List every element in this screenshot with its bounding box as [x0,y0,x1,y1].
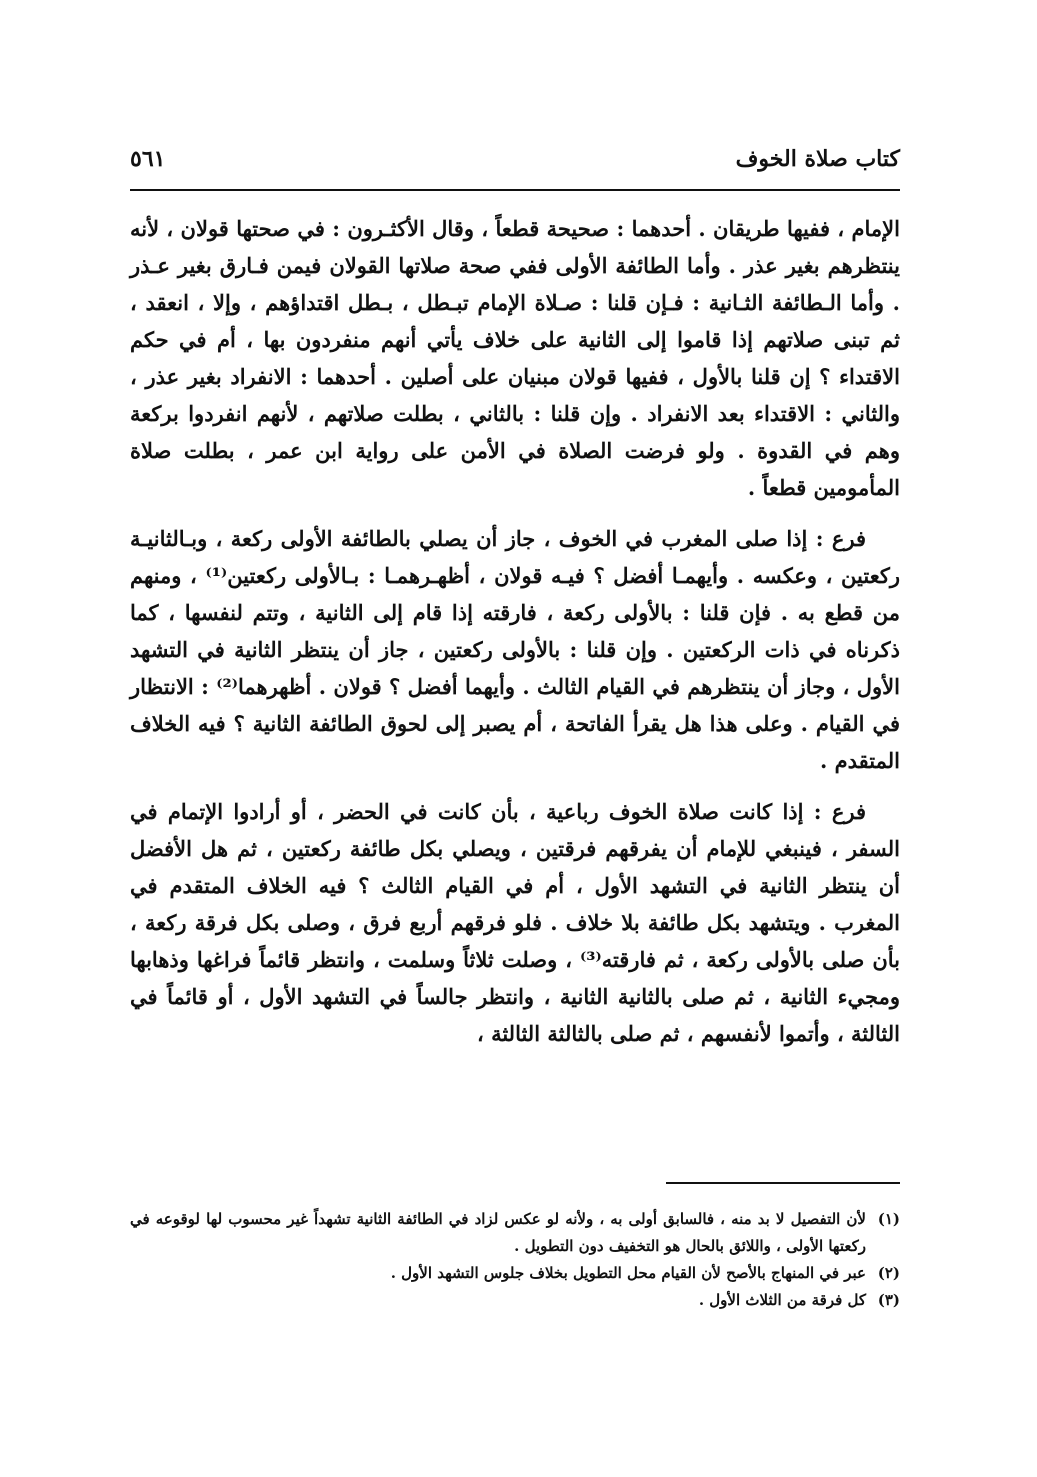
footnote-1-text: لأن التفصيل لا بد منه ، فالسابق أولى به ، ولأنه لو عكس لزاد في الطائفة الثانية تشهداً غير محسوب لها لوقوعه في ركعتها الأولى ، واللائق بالحال هو التخفيف دون التطويل . [130,1210,866,1255]
footnote-2-text: عبر في المنهاج بالأصح لأن القيام محل التطويل بخلاف جلوس التشهد الأول . [390,1264,866,1282]
main-text [130,210,900,1066]
paragraph-2 [130,520,900,779]
footnote-3-number: (٣) [877,1291,900,1309]
footnote-2 [130,1260,900,1287]
paragraph-1-text: الإمام ، ففيها طريقان . أحدهما : صحيحة قطعاً ، وقال الأكثـرون : في صحتها قولان ، لأنه ينتظرهم بغير عذر . وأما الطائفة الأولى ففي صحة صلاتها القولان فيمن فـارق بغير عـذر . وأما الـطائفة الثـانية : فـإن قلنا : صـلاة الإمام تبـطل ، بـطل اقتداؤهم ، وإلا ، انعقد ، ثم تبنى صلاتهم إذا قاموا إلى الثانية على خلاف يأتي أنهم منفردون بها ، أم في حكم الاقتداء ؟ إن قلنا بالأول ، ففيها قولان مبنيان على أصلين . أحدهما : الانفراد بغير عذر ، والثاني : الاقتداء بعد الانفراد . وإن قلنا : بالثاني ، بطلت صلاتهم ، لأنهم انفردوا بركعة وهم في القدوة . ولو فرضت الصلاة في الأمن على رواية ابن عمر ، بطلت صلاة المأمومين قطعاً . [130,216,900,500]
header-divider [130,189,900,191]
footnote-3 [130,1287,900,1314]
footnote-divider [666,1182,900,1184]
footnote-3-text: كل فرقة من الثلاث الأول . [698,1291,866,1309]
paragraph-1 [130,210,900,506]
header-title: كتاب صلاة الخوف [735,146,900,172]
running-header [130,146,900,186]
footnotes [130,1206,900,1314]
paragraph-3-lead: فرع : [813,799,867,824]
paragraph-3 [130,793,900,1052]
paragraph-2-text: إذا صلى المغرب في الخوف ، جاز أن يصلي بالطائفة الأولى ركعة ، وبـالثانيـة ركعتين ، وعكسه . وأيهمـا أفضل ؟ فيـه قولان ، أظهـرهمـا : بـالأولى ركعتين⁽¹⁾ ، ومنهم من قطع به . فإن قلنا : بالأولى ركعة ، فارقته إذا قام إلى الثانية ، وتتم لنفسها ، كما ذكرناه في ذات الركعتين . وإن قلنا : بالأولى ركعتين ، جاز أن ينتظر الثانية في التشهد الأول ، وجاز أن ينتظرهم في القيام الثالث . وأيهما أفضل ؟ قولان . أظهرهما⁽²⁾ : الانتظار في القيام . وعلى هذا هل يقرأ الفاتحة ، أم يصبر إلى لحوق الطائفة الثانية ؟ فيه الخلاف المتقدم . [130,526,900,773]
paragraph-3-text: إذا كانت صلاة الخوف رباعية ، بأن كانت في الحضر ، أو أرادوا الإتمام في السفر ، فينبغي للإمام أن يفرقهم فرقتين ، ويصلي بكل طائفة ركعتين ، ثم هل الأفضل أن ينتظر الثانية في التشهد الأول ، أم في القيام الثالث ؟ فيه الخلاف المتقدم في المغرب . ويتشهد بكل طائفة بلا خلاف . فلو فرقهم أربع فرق ، وصلى بكل فرقة ركعة ، بأن صلى بالأولى ركعة ، ثم فارقته⁽³⁾ ، وصلت ثلاثاً وسلمت ، وانتظر قائماً فراغها وذهابها ومجيء الثانية ، ثم صلى بالثانية الثانية ، وانتظر جالساً في التشهد الأول ، أو قائماً في الثالثة ، وأتموا لأنفسهم ، ثم صلى بالثالثة الثالثة ، [130,799,900,1046]
page-number: ٥٦١ [130,146,166,172]
footnote-1-number: (١) [877,1210,900,1228]
footnote-2-number: (٢) [877,1264,900,1282]
paragraph-2-lead: فرع : [815,526,867,551]
footnote-1 [130,1206,900,1260]
